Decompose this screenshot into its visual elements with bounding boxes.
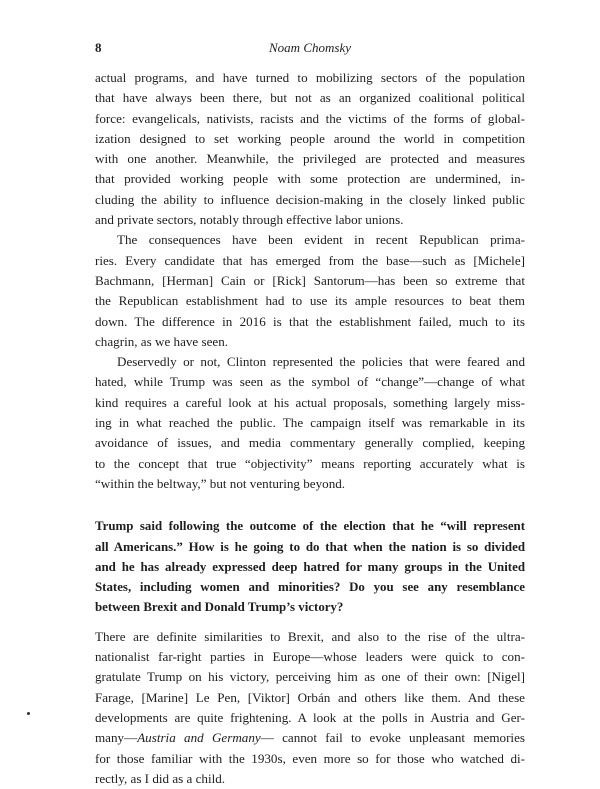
text-line: for those familiar with the 1930s, even more so for those who watched di- [95,750,525,766]
text-line: cluding the ability to influence decision-making in the closely linked public [95,191,525,207]
question-line: States, including women and minorities? Do you see any resemblance [95,580,525,595]
section-gap [95,494,525,516]
text-line: avoidance of issues, and media commentary generally complied, keeping [95,435,525,451]
text-line: actual programs, and have turned to mobilizing sectors of the population [95,70,525,85]
text-line: “within the beltway,” but not venturing beyond. [95,475,346,491]
text-line: with one another. Meanwhile, the privileged are protected and measures [95,151,525,167]
text-line [95,728,525,748]
paragraph-3 [95,352,525,494]
text-segment: many— [95,730,138,746]
text-line: developments are quite frightening. A look at the polls in Austria and Ger- [95,709,525,725]
body-text [95,68,525,789]
text-line: and private sectors, notably through effective labor unions. [95,212,404,228]
text-line: down. The difference in 2016 is that the establishment failed, much to its [95,313,525,329]
text-line: that provided working people with some protection are undermined, in- [95,171,525,187]
question-line: and he has already expressed deep hatred for many groups in the United [95,559,525,574]
question-line: between Brexit and Donald Trump’s victory? [95,600,344,615]
page-number: 8 [95,40,102,55]
text-segment: — cannot fail to evoke unpleasant memories [260,730,525,746]
text-line: Farage, [Marine] Le Pen, [Viktor] Orbán and others like them. And these [95,689,525,705]
text-line: kind requires a careful look at his actual proposals, something largely miss- [95,394,525,410]
text-line: ries. Every candidate that has emerged from the base—such as [Michele] [95,252,525,268]
answer-paragraph [95,627,525,789]
text-line: chagrin, as we have seen. [95,333,229,349]
text-line: to the concept that true “objectivity” means reporting accurately what is [95,455,525,471]
text-line: The consequences have been evident in recent Republican prima- [117,232,525,248]
text-line: Bachmann, [Herman] Cain or [Rick] Santorum—has been so extreme that [95,272,525,288]
text-line: nationalist far-right parties in Europe—whose leaders were quick to con- [95,649,525,665]
text-line: Deservedly or not, Clinton represented the policies that were feared and [117,354,525,370]
text-line: gratulate Trump on his victory, perceiving him as one of their own: [Nigel] [95,669,525,685]
text-line: hated, while Trump was seen as the symbol of “change”—change of what [95,374,525,390]
text-line: ing in what reached the public. The campaign itself was remarkable in its [95,415,525,431]
question-line: Trump said following the outcome of the election that he “will represent [95,519,525,534]
running-header [95,40,525,60]
text-line: ization designed to set working people around the world in competition [95,130,525,146]
text-line: the Republican establishment had to use its ample resources to beat them [95,293,525,309]
italic-country-names: Austria and Germany [137,730,261,746]
paragraph-2 [95,230,525,352]
text-line: There are definite similarities to Brexit, and also to the rise of the ultra- [95,628,525,644]
interview-question [95,516,525,617]
scan-speck [27,712,30,715]
answer-gap [95,618,525,627]
text-line: force: evangelicals, nativists, racists and the victims of the forms of global- [95,110,525,126]
question-line: all Americans.” How is he going to do that when the nation is so divided [95,539,525,554]
text-line: rectly, as I did as a child. [95,770,226,786]
text-line: that have always been there, but not as an organized coalitional political [95,90,525,106]
header-author: Noam Chomsky [269,40,351,55]
paragraph-1 [95,68,525,230]
